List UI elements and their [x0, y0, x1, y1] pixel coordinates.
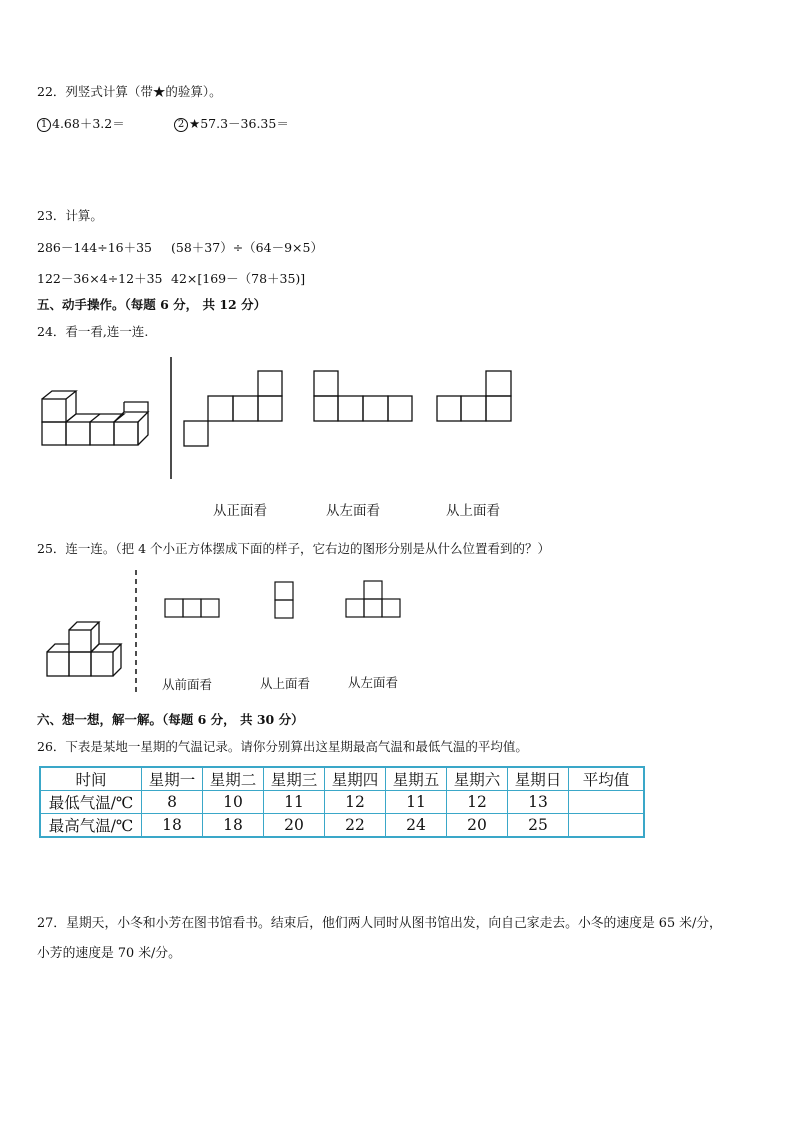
q24-view-c	[435, 369, 515, 425]
table-cell: 25	[508, 814, 569, 838]
q25-solid-figure	[44, 618, 126, 680]
table-cell: 13	[508, 791, 569, 814]
table-header-cell: 星期五	[386, 767, 447, 791]
table-cell: 12	[447, 791, 508, 814]
circled-number-1: 1	[37, 118, 51, 132]
q25-view-c	[344, 579, 406, 621]
q22-title: 22．列竖式计算（带★的验算）。	[37, 84, 222, 99]
table-header-cell: 星期一	[142, 767, 203, 791]
q22-item2	[174, 116, 289, 132]
table-header-cell: 星期六	[447, 767, 508, 791]
table-header-cell: 时间	[40, 767, 142, 791]
q27-line-2: 小芳的速度是 70 米/分。	[37, 946, 181, 961]
q24-label-left: 从左面看	[326, 503, 380, 519]
q25-label-front: 从前面看	[162, 677, 213, 692]
circled-number-2: 2	[174, 118, 188, 132]
table-cell: 11	[264, 791, 325, 814]
q24-label-front: 从正面看	[213, 503, 267, 519]
q24-view-b	[312, 369, 414, 425]
q22-item2-text: ★57.3－36.35＝	[189, 116, 289, 131]
q22-item1	[37, 116, 125, 132]
table-cell: 10	[203, 791, 264, 814]
table-header-cell: 星期二	[203, 767, 264, 791]
table-row-label: 最高气温/℃	[40, 814, 142, 838]
table-cell: 12	[325, 791, 386, 814]
q25-label-top: 从上面看	[260, 676, 311, 691]
table-cell: 24	[386, 814, 447, 838]
table-cell: 20	[264, 814, 325, 838]
table-row	[40, 814, 644, 838]
table-header-cell: 星期四	[325, 767, 386, 791]
q25-title: 25．连一连。（把 4 个小正方体摆成下面的样子，它右边的图形分别是从什么位置看到的？）	[37, 541, 551, 556]
q25-view-a	[163, 597, 223, 621]
q22-item1-text: 4.68＋3.2＝	[52, 116, 125, 131]
table-cell: 18	[203, 814, 264, 838]
q24-solid-figure	[38, 355, 158, 450]
q25-dashed-divider	[133, 570, 139, 696]
table-cell-average	[569, 791, 645, 814]
q23-expr-1a: 286－144÷16＋35	[37, 240, 153, 255]
table-row	[40, 791, 644, 814]
q24-view-a	[182, 369, 284, 449]
q24-divider-line	[168, 357, 174, 481]
q24-title: 24．看一看,连一连.	[37, 324, 149, 339]
section-6-heading: 六、想一想，解一解。（每题 6 分， 共 30 分）	[37, 712, 304, 727]
table-cell: 8	[142, 791, 203, 814]
table-row-label: 最低气温/℃	[40, 791, 142, 814]
q23-title: 23．计算。	[37, 208, 103, 223]
q25-view-b	[273, 580, 297, 622]
q23-expr-2a: 122－36×4÷12＋35	[37, 271, 163, 286]
q26-title: 26．下表是某地一星期的气温记录。请你分别算出这星期最高气温和最低气温的平均值。	[37, 739, 528, 754]
table-cell: 11	[386, 791, 447, 814]
temperature-table	[39, 766, 645, 838]
q25-label-left: 从左面看	[348, 675, 399, 690]
table-cell: 18	[142, 814, 203, 838]
table-header-row	[40, 767, 644, 791]
table-header-cell: 星期日	[508, 767, 569, 791]
table-header-cell: 平均值	[569, 767, 645, 791]
q23-expr-2b: 42×[169－（78＋35)]	[171, 271, 306, 286]
q27-line-1: 27．星期天，小冬和小芳在图书馆看书。结束后，他们两人同时从图书馆出发，向自己家走去。小冬的速度是 65 米/分，	[37, 916, 722, 931]
section-5-heading: 五、动手操作。（每题 6 分， 共 12 分）	[37, 297, 267, 312]
q24-label-top: 从上面看	[446, 503, 500, 519]
table-header-cell: 星期三	[264, 767, 325, 791]
table-cell: 22	[325, 814, 386, 838]
table-cell-average	[569, 814, 645, 838]
table-cell: 20	[447, 814, 508, 838]
q23-expr-1b: (58＋37）÷（64－9×5）	[171, 240, 323, 255]
